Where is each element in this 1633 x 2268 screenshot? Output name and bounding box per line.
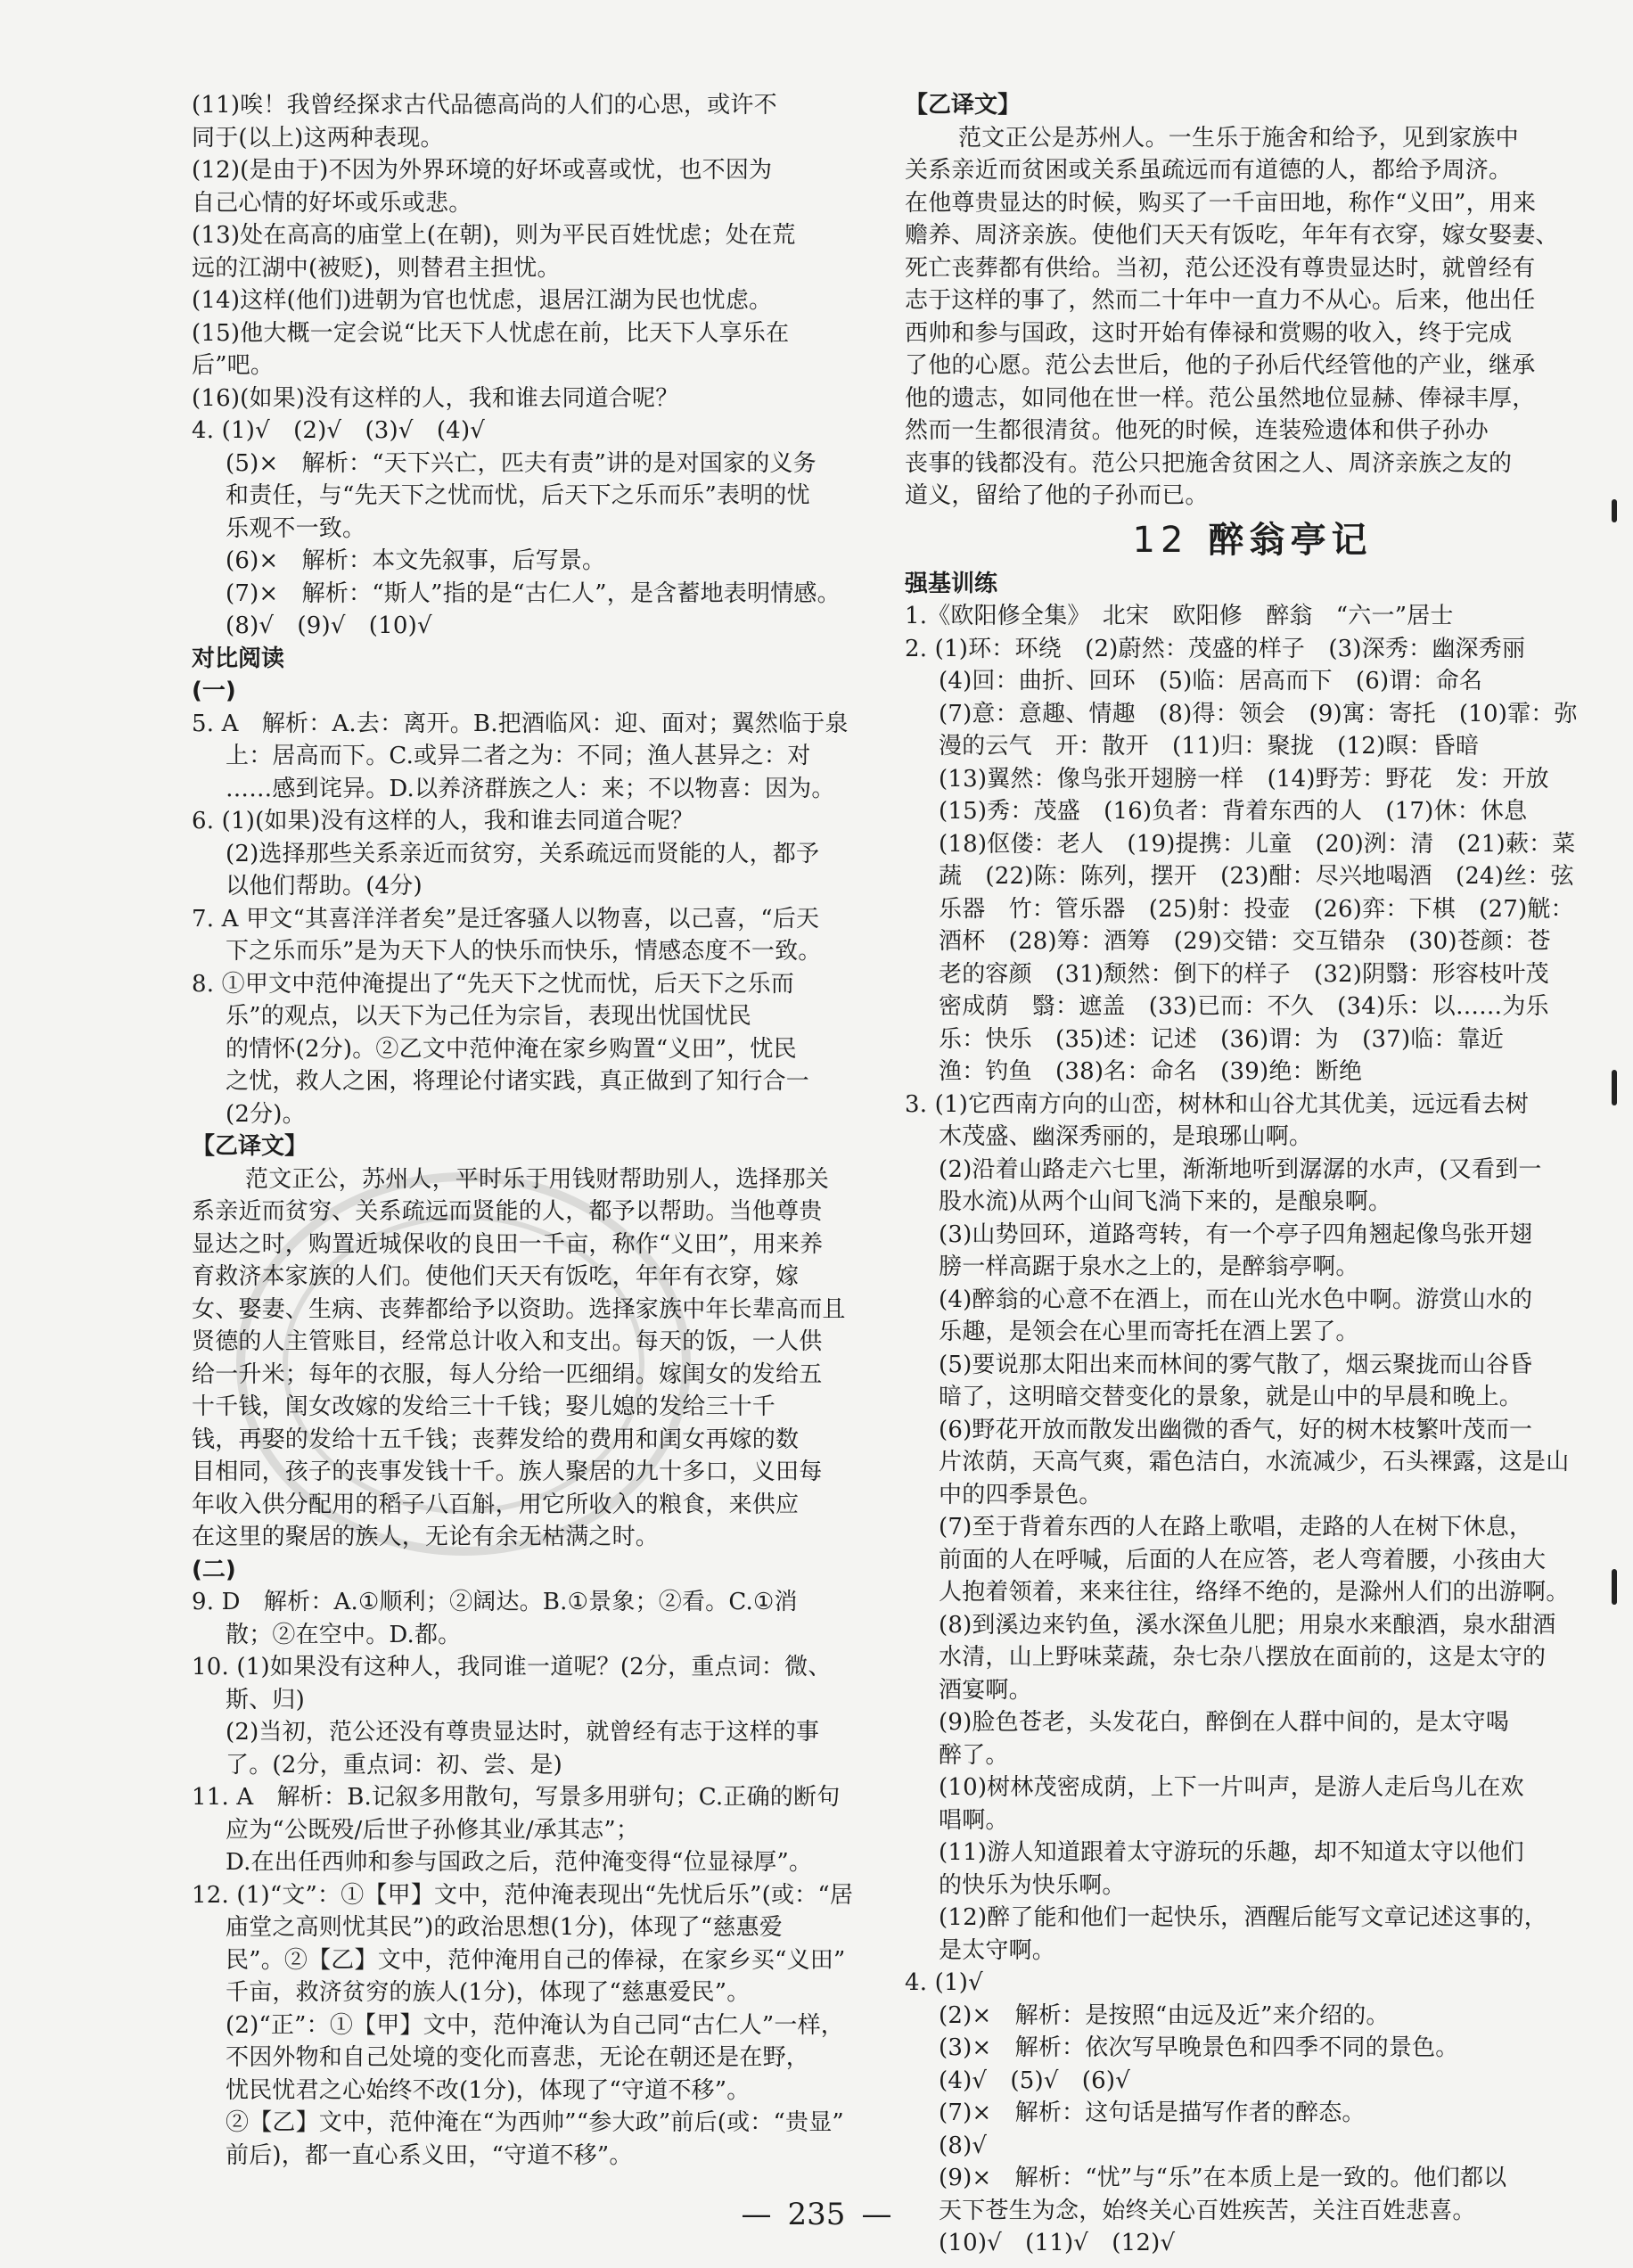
text-line: 的快乐为快乐啊。 xyxy=(939,1871,1126,1899)
text-line: 6. (1)(如果)没有这样的人，我和谁去同道合呢？ xyxy=(192,808,694,834)
page-number: 235 xyxy=(787,2197,846,2232)
text-line: 9. D 解析：A.①顺利；②阔达。B.①景象；②看。C.①消 xyxy=(192,1589,798,1615)
text-line: 4. (1)√ xyxy=(905,1969,983,1996)
page-number-footer: — 235 — xyxy=(741,2197,892,2232)
text-line: 范文正公，苏州人，平时乐于用钱财帮助别人，选择那关 xyxy=(245,1165,830,1193)
text-line: 前面的人在呼喊，后面的人在应答，老人弯着腰，小孩由大 xyxy=(939,1546,1547,1574)
text-line: (14)这样(他们)进朝为官也忧虑，退居江湖为民也忧虑。 xyxy=(192,287,773,314)
text-line: (4)醉翁的心意不在酒上，而在山光水色中啊。游赏山水的 xyxy=(939,1286,1533,1313)
text-line: 育救济本家族的人们。使他们天天有饭吃，年年有衣穿，嫁 xyxy=(192,1263,800,1290)
text-line: (6)× 解析：本文先叙事，后写景。 xyxy=(226,547,606,574)
text-line: 远的江湖中(被贬)，则替君主担忧。 xyxy=(192,254,561,282)
text-line: 股水流)从两个山间飞淌下来的，是酿泉啊。 xyxy=(939,1188,1392,1215)
text-line: 片浓荫，天高气爽，霜色洁白，水流减少，石头裸露，这是山 xyxy=(939,1449,1570,1475)
text-line: (16)(如果)没有这样的人，我和谁去同道合呢？ xyxy=(192,384,679,412)
text-line: (10)√ (11)√ (12)√ xyxy=(939,2230,1176,2256)
text-line: 上：居高而下。C.或异二者之为：不同；渔人甚异之：对 xyxy=(226,743,811,769)
text-line: 不因外物和自己处境的变化而喜悲，无论在朝还是在野， xyxy=(226,2044,810,2071)
text-line: 死亡丧葬都有供给。当初，范公还没有尊贵显达时，就曾经有 xyxy=(905,254,1536,282)
section-heading: (一) xyxy=(192,678,236,704)
text-line: 人抱着领着，来来往往，络绎不绝的，是滁州人们的出游啊。 xyxy=(939,1579,1570,1606)
text-line: (7)× 解析：“斯人”指的是“古仁人”，是含蓄地表明情感。 xyxy=(226,579,841,607)
text-line: 西帅和参与国政，这时开始有俸禄和赏赐的收入，终于完成 xyxy=(905,319,1513,347)
text-line: 目相同，孩子的丧事发钱十千。族人聚居的九十多口，义田每 xyxy=(192,1459,823,1485)
text-line: (7)意：意趣、情趣 (8)得：领会 (9)寓：寄托 (10)霏：弥 xyxy=(939,700,1578,727)
text-line: 在他尊贵显达的时候，购买了一千亩田地，称作“义田”，用来 xyxy=(905,189,1537,217)
text-line: 给一升米；每年的衣服，每人分给一匹细绢。嫁闺女的发给五 xyxy=(192,1360,823,1388)
text-line: 志于这样的事了，然而二十年中一直力不从心。后来，他出任 xyxy=(905,287,1536,314)
text-line: 丧事的钱都没有。范公只把施舍贫困之人、周济亲族之友的 xyxy=(905,449,1513,477)
text-line: ……感到诧异。D.以养济群族之人：来；不以物喜：因为。 xyxy=(226,775,835,802)
text-line: 暗了，这明暗交替变化的景象，就是山中的早晨和晚上。 xyxy=(939,1384,1523,1410)
text-line: 系亲近而贫穷、关系疏远而贤能的人，都予以帮助。当他尊贵 xyxy=(192,1198,823,1225)
lesson-title: 醉翁亭记 xyxy=(1208,519,1373,561)
text-line: 木茂盛、幽深秀丽的，是琅琊山啊。 xyxy=(939,1123,1313,1150)
text-line: (4)回：曲折、回环 (5)临：居高而下 (6)谓：命名 xyxy=(939,668,1483,694)
text-line: (2分)。 xyxy=(226,1100,306,1128)
text-line: (2)沿着山路走六七里，渐渐地听到潺潺的水声，(又看到一 xyxy=(939,1155,1542,1183)
text-line: 千亩，救济贫穷的族人(1分)，体现了“慈惠爱民”。 xyxy=(226,1979,751,2006)
right-column-bottom xyxy=(905,568,1600,2260)
text-line: 密成荫 翳：遮盖 (33)已而：不久 (34)乐：以……为乐 xyxy=(939,993,1549,1020)
text-line: 以他们帮助。(4分) xyxy=(226,873,423,900)
text-line: (13)翼然：像鸟张开翅膀一样 (14)野芳：野花 发：开放 xyxy=(939,765,1549,793)
text-line: 1.《欧阳修全集》 北宋 欧阳修 醉翁 “六一”居士 xyxy=(905,603,1454,629)
text-line: 年收入供分配用的稻子八百斛，用它所收入的粮食，来供应 xyxy=(192,1491,800,1518)
text-line: (2)当初，范公还没有尊贵显达时，就曾经有志于这样的事 xyxy=(226,1719,820,1746)
text-line: (5)× 解析：“天下兴亡，匹夫有责”讲的是对国家的义务 xyxy=(226,449,816,477)
text-line: (15)他大概一定会说“比天下人忧虑在前，比天下人享乐在 xyxy=(192,319,790,347)
text-line: (9)脸色苍老，头发花白，醉倒在人群中间的，是太守喝 xyxy=(939,1709,1510,1736)
text-line: 渔：钓鱼 (38)名：命名 (39)绝：断绝 xyxy=(939,1058,1363,1085)
lesson-number: 12 xyxy=(1132,519,1189,561)
text-line: (3)× 解析：依次写早晚景色和四季不同的景色。 xyxy=(939,2034,1459,2061)
text-line: 12. (1)“文”：①【甲】文中，范仲淹表现出“先忧后乐”(或：“居 xyxy=(192,1881,854,1909)
text-line: 后”吧。 xyxy=(192,352,275,379)
text-line: 8. ①甲文中范仲淹提出了“先天下之忧而忧，后天下之乐而 xyxy=(192,970,794,998)
section-heading: (二) xyxy=(192,1556,236,1583)
text-line: 天下苍生为念，始终关心百姓疾苦，关注百姓悲喜。 xyxy=(939,2197,1476,2224)
text-line: 的情怀(2分)。②乙文中范仲淹在家乡购置“义田”，忧民 xyxy=(226,1035,797,1063)
text-line: 中的四季景色。 xyxy=(939,1481,1103,1508)
text-line: 然而一生都很清贫。他死的时候，连装殓遗体和供子孙办 xyxy=(905,417,1489,444)
text-line: (15)秀：茂盛 (16)负者：背着东西的人 (17)休：休息 xyxy=(939,798,1528,825)
text-line: 显达之时，购置近城保收的良田一千亩，称作“义田”，用来养 xyxy=(192,1230,824,1258)
text-line: 和责任，与“先天下之忧而忧，后天下之乐而乐”表明的忧 xyxy=(226,482,810,509)
text-line: (12)(是由于)不因为外界环境的好坏或喜或忧，也不因为 xyxy=(192,157,773,184)
text-line: (8)√ (9)√ (10)√ xyxy=(226,612,432,639)
text-line: 7. A 甲文“其喜洋洋者矣”是迁客骚人以物喜，以己喜，“后天 xyxy=(192,905,820,933)
section-heading: 对比阅读 xyxy=(192,645,285,672)
text-line: 斯、归) xyxy=(226,1686,305,1713)
text-line: 蔬 (22)陈：陈列，摆开 (23)酣：尽兴地喝酒 (24)丝：弦 xyxy=(939,863,1574,890)
text-line: (2)× 解析：是按照“由远及近”来介绍的。 xyxy=(939,2001,1390,2029)
text-line: 老的容颜 (31)颓然：倒下的样子 (32)阴翳：形容枝叶茂 xyxy=(939,960,1549,988)
text-line: 膀一样高踞于泉水之上的，是醉翁亭啊。 xyxy=(939,1253,1359,1280)
text-line: 乐器 竹：管乐器 (25)射：投壶 (26)弈：下棋 (27)觥： xyxy=(939,895,1574,923)
text-line: (5)要说那太阳出来而林间的雾气散了，烟云聚拢而山谷昏 xyxy=(939,1351,1533,1378)
text-line: 酒杯 (28)筹：酒筹 (29)交错：交互错杂 (30)苍颜：苍 xyxy=(939,928,1551,955)
text-line: (6)野花开放而散发出幽微的香气，好的树木枝繁叶茂而一 xyxy=(939,1416,1533,1443)
text-line: (3)山势回环，道路弯转，有一个亭子四角翘起像鸟张开翅 xyxy=(939,1220,1533,1248)
text-line: 了他的心愿。范公去世后，他的子孙后代经管他的产业，继承 xyxy=(905,352,1536,379)
text-line: 关系亲近而贫困或关系虽疏远而有道德的人，都给予周济。 xyxy=(905,157,1513,184)
text-line: (2)“正”：①【甲】文中，范仲淹认为自己同“古仁人”一样， xyxy=(226,2011,844,2039)
text-line: 是太守啊。 xyxy=(939,1936,1056,1964)
section-heading: 【乙译文】 xyxy=(192,1133,308,1160)
edge-mark xyxy=(1612,499,1617,522)
text-line: (10)树林茂密成荫，上下一片叫声，是游人走后鸟儿在欢 xyxy=(939,1774,1524,1801)
text-line: (18)伛偻：老人 (19)提携：儿童 (20)洌：清 (21)蔌：菜 xyxy=(939,830,1576,858)
left-column xyxy=(192,89,869,2172)
section-heading: 【乙译文】 xyxy=(905,92,1022,119)
text-line: 2. (1)环：环绕 (2)蔚然：茂盛的样子 (3)深秀：幽深秀丽 xyxy=(905,635,1526,662)
text-line: (11)唉！我曾经探求古代品德高尚的人们的心思，或许不 xyxy=(192,92,777,119)
text-line: 庙堂之高则忧其民”)的政治思想(1分)，体现了“慈惠爱 xyxy=(226,1914,783,1941)
text-line: 赡养、周济亲族。使他们天天有饭吃，年年有衣穿，嫁女娶妻、 xyxy=(905,222,1559,249)
section-heading: 强基训练 xyxy=(905,570,998,597)
text-line: (2)选择那些关系亲近而贫穷，关系疏远而贤能的人，都予 xyxy=(226,840,820,867)
text-line: (12)醉了能和他们一起快乐，酒醒后能写文章记述这事的， xyxy=(939,1904,1547,1931)
text-line: 道义，留给了他的子孙而已。 xyxy=(905,482,1209,509)
text-line: 之忧，救人之困，将理论付诸实践，真正做到了知行合一 xyxy=(226,1068,810,1095)
text-line: 4. (1)√ (2)√ (3)√ (4)√ xyxy=(192,417,486,444)
right-column xyxy=(905,89,1600,2260)
text-line: 乐”的观点，以天下为己任为宗旨，表现出忧国忧民 xyxy=(226,1003,751,1030)
text-line: D.在出任西帅和参与国政之后，范仲淹变得“位显禄厚”。 xyxy=(226,1849,813,1876)
text-line: (8)√ xyxy=(939,2132,988,2159)
text-line: 散；②在空中。D.都。 xyxy=(226,1621,462,1648)
text-line: 忧民忧君之心始终不改(1分)，体现了“守道不移”。 xyxy=(226,2076,751,2104)
text-line: 自己心情的好坏或乐或悲。 xyxy=(192,189,472,217)
text-line: 唱啊。 xyxy=(939,1806,1009,1834)
text-line: (7)至于背着东西的人在路上歌唱，走路的人在树下休息， xyxy=(939,1514,1533,1541)
edge-mark xyxy=(1612,1070,1617,1105)
text-line: 漫的云气 开：散开 (11)归：聚拢 (12)暝：昏暗 xyxy=(939,733,1480,760)
text-line: (11)游人知道跟着太守游玩的乐趣，却不知道太守以他们 xyxy=(939,1839,1524,1866)
right-column-top xyxy=(905,89,1600,513)
text-line: 应为“公既殁/后世子孙修其业/承其志”； xyxy=(226,1816,640,1844)
text-line: (7)× 解析：这句话是描写作者的醉态。 xyxy=(939,2100,1366,2126)
text-line: 在这里的聚居的族人，无论有余无枯满之时。 xyxy=(192,1524,660,1550)
text-line: ②【乙】文中，范仲淹在“为西帅”“参大政”前后(或：“贵显” xyxy=(226,2109,844,2136)
text-line: 女、娶妻、生病、丧葬都给予以资助。选择家族中年长辈高而且 xyxy=(192,1295,846,1323)
edge-mark xyxy=(1612,1569,1617,1605)
lesson-heading xyxy=(905,513,1600,568)
text-line: 水清，山上野味菜蔬，杂七杂八摆放在面前的，这是太守的 xyxy=(939,1644,1547,1671)
text-line: 醉了。 xyxy=(939,1741,1009,1769)
text-line: 11. A 解析：B.记叙多用散句，写景多用骈句；C.正确的断句 xyxy=(192,1784,841,1811)
text-line: 他的遗志，如同他在世一样。范公虽然地位显赫、俸禄丰厚， xyxy=(905,384,1536,412)
text-line: 5. A 解析：A.去：离开。B.把酒临风：迎、面对；翼然临于泉 xyxy=(192,710,849,737)
text-line: 钱，再娶的发给十五千钱；丧葬发给的费用和闺女再嫁的数 xyxy=(192,1426,800,1453)
text-line: 酒宴啊。 xyxy=(939,1676,1032,1704)
text-line: 乐观不一致。 xyxy=(226,514,366,542)
text-line: 十千钱，闺女改嫁的发给三十千钱；娶儿媳的发给三十千 xyxy=(192,1393,776,1420)
text-line: (8)到溪边来钓鱼，溪水深鱼儿肥；用泉水来酿酒，泉水甜酒 xyxy=(939,1611,1556,1639)
text-line: 3. (1)它西南方向的山峦，树林和山谷尤其优美，远远看去树 xyxy=(905,1090,1529,1118)
text-line: 乐趣，是领会在心里而寄托在酒上罢了。 xyxy=(939,1319,1359,1345)
text-line: 了。(2分，重点词：初、尝、是) xyxy=(226,1751,563,1779)
text-line: 乐：快乐 (35)述：记述 (36)谓：为 (37)临：靠近 xyxy=(939,1025,1505,1053)
text-line: (13)处在高高的庙堂上(在朝)，则为平民百姓忧虑；处在荒 xyxy=(192,222,796,249)
text-line: 范文正公是苏州人。一生乐于施舍和给予，见到家族中 xyxy=(958,124,1519,152)
text-line: 前后)，都一直心系义田，“守道不移”。 xyxy=(226,2141,633,2169)
text-line: (4)√ (5)√ (6)√ xyxy=(939,2067,1130,2094)
text-line: (9)× 解析：“忧”与“乐”在本质上是一致的。他们都以 xyxy=(939,2165,1507,2191)
text-line: 民”。②【乙】文中，范仲淹用自己的俸禄，在家乡买“义田” xyxy=(226,1946,846,1974)
text-line: 同于(以上)这两种表现。 xyxy=(192,124,444,152)
text-line: 10. (1)如果没有这种人，我同谁一道呢？(2分，重点词：微、 xyxy=(192,1654,832,1680)
text-line: 贤德的人主管账目，经常总计收入和支出。每天的饭，一人供 xyxy=(192,1328,823,1355)
text-line: 下之乐而乐”是为天下人的快乐而快乐，情感态度不一致。 xyxy=(226,938,822,965)
